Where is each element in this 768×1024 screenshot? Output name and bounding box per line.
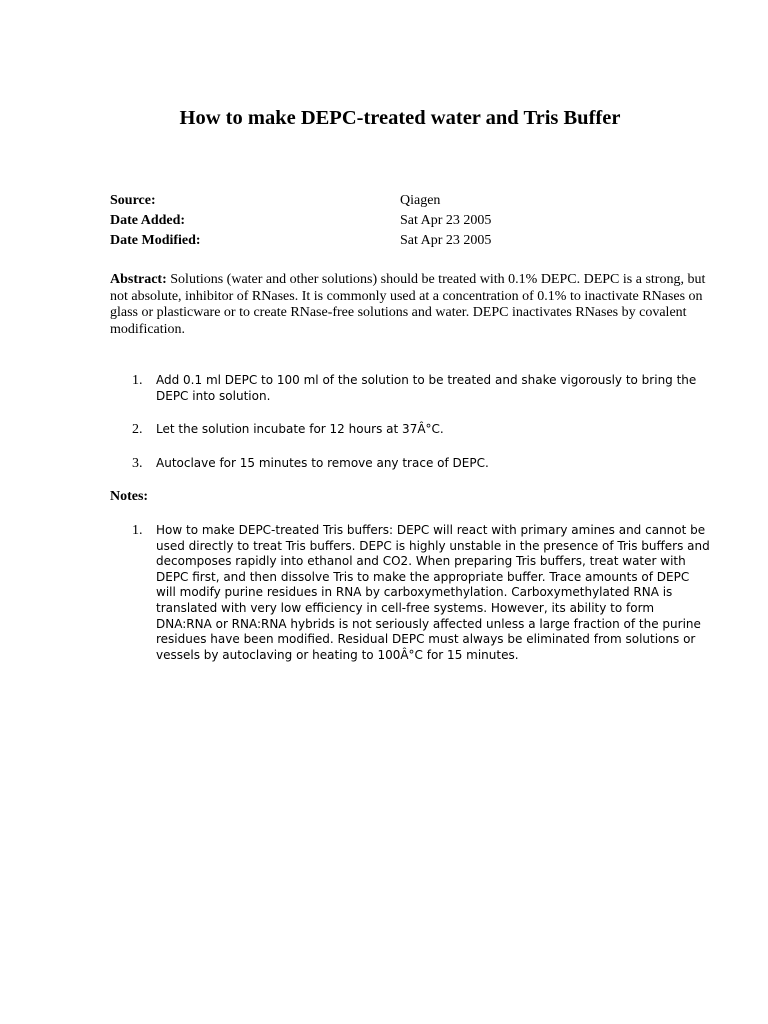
meta-value: Qiagen [400, 193, 441, 208]
meta-label: Date Added: [110, 213, 186, 228]
meta-value: Sat Apr 23 2005 [400, 233, 492, 248]
list-item [110, 373, 710, 404]
document-title: How to make DEPC-treated water and Tris Buffer [179, 107, 621, 129]
list-item-text: Add 0.1 ml DEPC to 100 ml of the solution to be treated and shake vigorously to bring the DEPC into solution. [156, 373, 697, 403]
list-item-text: How to make DEPC-treated Tris buffers: DEPC will react with primary amines and cannot be used directly to treat Tris buffers. DEPC is highly unstable in the presence of Tris buffers and decomposes rapidly into ethanol and CO2. When preparing Tris buffers, treat water with DEPC first, and then dissolve Tris to make the appropriate buffer. Trace amounts of DEPC will modify purine residues in RNA by carboxymethylation. Carboxymethylated RNA is translated with very low efficiency in cell-free systems. However, its ability to form DNA:RNA or RNA:RNA hybrids is not seriously affected unless a large fraction of the purine residues have been modified. Residual DEPC must always be eliminated from solutions or vessels by autoclaving or heating to 100Â°C for 15 minutes. [156, 523, 710, 662]
list-item-text: Let the solution incubate for 12 hours at 37Â°C. [156, 422, 444, 436]
list-number: 1. [132, 523, 143, 538]
abstract-paragraph [110, 272, 710, 338]
abstract-text: Solutions (water and other solutions) should be treated with 0.1% DEPC. DEPC is a strong, but not absolute, inhibitor of RNases. It is commonly used at a concentration of 0.1% to inactivate RNases on glass or plasticware or to create RNase-free solutions and water. DEPC inactivates RNases by covalent modification. [110, 272, 706, 337]
list-number: 2. [132, 422, 143, 437]
meta-label: Date Modified: [110, 233, 201, 248]
notes-list [110, 523, 710, 663]
meta-value: Sat Apr 23 2005 [400, 213, 492, 228]
abstract-label: Abstract: [110, 272, 167, 287]
meta-row-date-added [110, 211, 530, 231]
procedure-steps [110, 373, 710, 471]
metadata-table [110, 191, 530, 251]
list-item [110, 523, 710, 663]
list-item [110, 422, 710, 438]
meta-row-source [110, 191, 530, 211]
meta-row-date-modified [110, 231, 530, 251]
list-item [110, 456, 710, 472]
notes-heading: Notes: [110, 489, 149, 504]
meta-label: Source: [110, 193, 156, 208]
list-number: 3. [132, 455, 143, 471]
list-item-text: Autoclave for 15 minutes to remove any trace of DEPC. [156, 455, 489, 470]
list-number: 1. [132, 373, 143, 388]
